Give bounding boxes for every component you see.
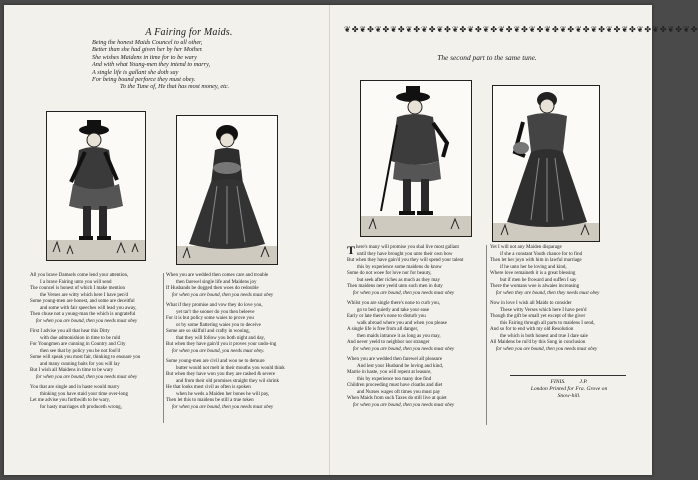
verse-line: the Verses are witty which here I have pen'd — [40, 292, 128, 298]
verse-line: Children proceeding must have cloaths and diet — [347, 383, 443, 388]
verse-line: A single life is free from all danger, — [347, 327, 419, 332]
verse-line: Some are so skilfull and crafty in wooing, — [166, 329, 250, 334]
verse-line: All Maidens be rul'd by this Song in conclusion — [490, 340, 586, 345]
verse-line: and many cunning baits for you will lay — [40, 361, 120, 367]
verse-line: When you are wedded then farewel all pleasure — [347, 357, 443, 362]
verse-line: and Nurses wages oft times you must pay — [357, 389, 441, 395]
verse-line: go to bed quietly and take your ease — [357, 307, 430, 313]
verse-line: and from their old promises straight they wil shrink — [176, 378, 280, 384]
left-text-column-1 — [30, 273, 180, 411]
verse-line: Then maidens nere yeeld unto such men in duty — [347, 284, 443, 289]
subtitle-line: She wishes Maidens in time for to be wary — [92, 53, 197, 61]
tune-line: To the Tune of, He that has most money, etc. — [120, 83, 230, 91]
verse-line: Then let her joyn with him in lawful marriage — [490, 258, 582, 263]
maiden-figure-icon — [177, 116, 277, 264]
ballad-subtitle — [92, 39, 292, 91]
verse-line: that they will follow you both night and day, — [176, 335, 265, 341]
woodcut-maiden — [176, 115, 278, 265]
imprint-block — [514, 379, 624, 400]
verse-line: but if men be froward and suffen I say — [500, 277, 577, 283]
verse-line: walk abroad where you and when you please — [357, 320, 447, 326]
woodcut-cavalier — [360, 80, 472, 237]
verse-line: But I wish all Maidens in time to be wary — [30, 368, 114, 373]
center-fold — [329, 5, 330, 475]
verse-line: When Maids from such Taxes do still live at quiet — [347, 396, 447, 401]
verse-line: And lest your Husband be loving and kind, — [357, 363, 444, 369]
verse-line: Some young-men are civil and woo ne to demure — [166, 359, 265, 364]
verse-line: then see that by policy you be not fool'd — [40, 348, 121, 354]
verse-line: then maids intrance it as long as you may, — [357, 333, 441, 339]
verse-line: Some will speak you most fair, thinking to ensnare you — [30, 355, 141, 360]
verse-line: and some with fair speeches will lead you away, — [40, 305, 137, 311]
verse-line: You that are single and in haste would marry — [30, 385, 120, 390]
verse-line: But when they have gain'd you it proves your undo-ing — [166, 342, 277, 347]
imprint-line: London Printed for Fra. Grove on — [530, 386, 608, 392]
verse-line: but seek after riches as much as they may — [357, 277, 441, 283]
verse-line: Then let this to maidens be still a true token — [166, 398, 254, 403]
verse-line: butter would not melt in their mouths you would think — [176, 365, 285, 371]
verse-line: this by experience some maidens do know — [357, 264, 442, 270]
cavalier-figure-icon — [361, 81, 471, 236]
left-text-column-2 — [166, 273, 326, 411]
verse-line: thinking you have staid your time over-long — [40, 391, 128, 397]
verse-line: First I advise you all that hear this Ditty — [30, 329, 110, 334]
verse-line: Yet I will not any Maiden disparage — [490, 245, 562, 250]
refrain-line: for when they are bound, then they needs must obey — [496, 290, 600, 296]
verse-line: Marrie in haste, you will repent at leasure, — [347, 370, 432, 375]
finis-line: FINIS. J.P. — [550, 379, 588, 385]
woodcut-gentleman — [46, 111, 146, 261]
column-divider — [486, 245, 487, 425]
second-part-heading: The second part to the same tune. — [437, 53, 537, 62]
printers-ornament-border: ❦✤❦✤❦✤❦✤❦✤❦✤❦✤❦✤❦✤❦✤❦✤❦✤❦✤❦✤❦✤❦✤❦✤❦✤❦✤❦✤❦✤❦✤❦✤ — [344, 25, 698, 34]
verse-line: And so for to end with my old Resolution — [490, 327, 574, 332]
subtitle-line: And with what Young-men they intend to marry, — [92, 61, 211, 69]
verse-line: or by some flattering waies you to deceive — [176, 322, 261, 328]
verse-line: When you are wedded then comes care and trouble — [166, 273, 269, 278]
verse-line: But when they have gain'd you they will spend your talent — [347, 258, 464, 263]
verse-line: There the womans woe is alwaies increasing — [490, 284, 580, 289]
verse-line: for hasty marriages oft produceth wrong, — [40, 404, 122, 410]
broadside-sheet — [4, 5, 698, 475]
refrain-line: for when you are bound, then you needs must obey — [353, 346, 455, 352]
refrain-line: for when you are bound, then you needs must obey — [353, 402, 455, 408]
refrain-line: for when you are bound, you needs must obey. — [172, 348, 265, 354]
verse-line: this Fairing through all parts to maidens I send, — [500, 320, 595, 326]
refrain-line: for when you are bound, then you needs must obey — [353, 290, 455, 296]
verse-line: All you brave Damsels come lend your attention, — [30, 273, 129, 278]
lady-figure-icon — [493, 86, 599, 241]
verse-line: Whilst you are single there's none to curb you, — [347, 301, 440, 306]
verse-line: then farewel single life and Maidens joy — [176, 279, 257, 285]
column-divider — [163, 273, 164, 423]
refrain-line: for when you are bound, then you needs must obey — [172, 404, 274, 410]
refrain-line: for when you are bound, then you needs must obey — [36, 374, 138, 380]
verse-line: And never yeeld to neighbor nor stranger — [347, 340, 430, 345]
verse-line: Some young-men are honest, and some are deceitful — [30, 299, 135, 304]
verse-line: He that looks most civil as often is spoken — [166, 385, 251, 390]
verse-line: yet tar'r the sooner do you then beleeve — [176, 309, 255, 315]
verse-line: For it is but policy some waies to prove you — [166, 316, 254, 321]
subtitle-line: Being the honest Maids Councel to all other, — [92, 39, 203, 46]
verse-line: For Youngmen are cunning in Country and City — [30, 342, 126, 347]
refrain-line: for when you are bound, then you needs must obey — [36, 318, 138, 324]
verse-line: this by experience too many doe find — [357, 376, 432, 382]
subtitle-line: A single life is gallant she doth say — [92, 68, 179, 76]
subtitle-line: For being bound perforce they must obey. — [92, 76, 196, 84]
verse-line: These witty Verses which here I have pen'd — [500, 307, 587, 313]
verse-line: if he unto her be loving and kind, — [500, 264, 567, 270]
verse-line: What if they promise and vow they do love you, — [166, 303, 263, 308]
verse-line: Some do not woee for love nor for beauty, — [347, 271, 432, 276]
verse-line: I a brave Fairing unto you will send — [40, 279, 112, 285]
verse-line: The councel is honest of which I make mention — [30, 286, 125, 291]
verse-line: Though the gift be small yet except of the giver — [490, 314, 586, 319]
verse-line: Early or late there's none to disturb you — [347, 314, 426, 319]
refrain-line: for when you are bound, then you needs must obey — [496, 346, 598, 352]
verse-line: Where love remaineth it is a great blessing — [490, 271, 576, 276]
verse-line: If Husbands be dogged then woes do redouble — [166, 286, 259, 291]
verse-line: Now in love I wish all Maids to consider — [490, 301, 572, 306]
subtitle-line: Better than she had given her by her Mother. — [92, 46, 203, 54]
verse-line: with due admonishion in time to be ruld — [40, 335, 121, 341]
right-text-column-1 — [347, 245, 497, 409]
imprint-line: Snow-hill. — [557, 393, 581, 399]
refrain-line: for when you are bound, then you needs must obey — [172, 292, 274, 298]
verse-line: Then chuse not a young-man the which is ungrateful — [30, 312, 136, 317]
gentleman-figure-icon — [47, 112, 145, 260]
drop-cap: T — [347, 243, 356, 257]
woodcut-lady — [492, 85, 600, 242]
verse-line: when he weds a Maiden her bones he will pay, — [176, 391, 270, 397]
verse-line: Let me advise you forthwith to be wary, — [30, 398, 110, 403]
verse-line: the which is both honest and true I dare saie — [500, 333, 588, 339]
right-text-column-2 — [490, 245, 640, 353]
verse-line: if she a constant Youth chance for to find — [500, 251, 583, 257]
verse-line: until they have brought you unto their own bow — [357, 251, 453, 257]
verse-line: But when they have won you they are rashed & severe — [166, 372, 276, 377]
verse-line-text: here's many will promise you shal live most gallant — [356, 245, 459, 250]
ballad-title: A Fairing for Maids. — [145, 27, 233, 38]
finis-rule — [510, 375, 626, 376]
